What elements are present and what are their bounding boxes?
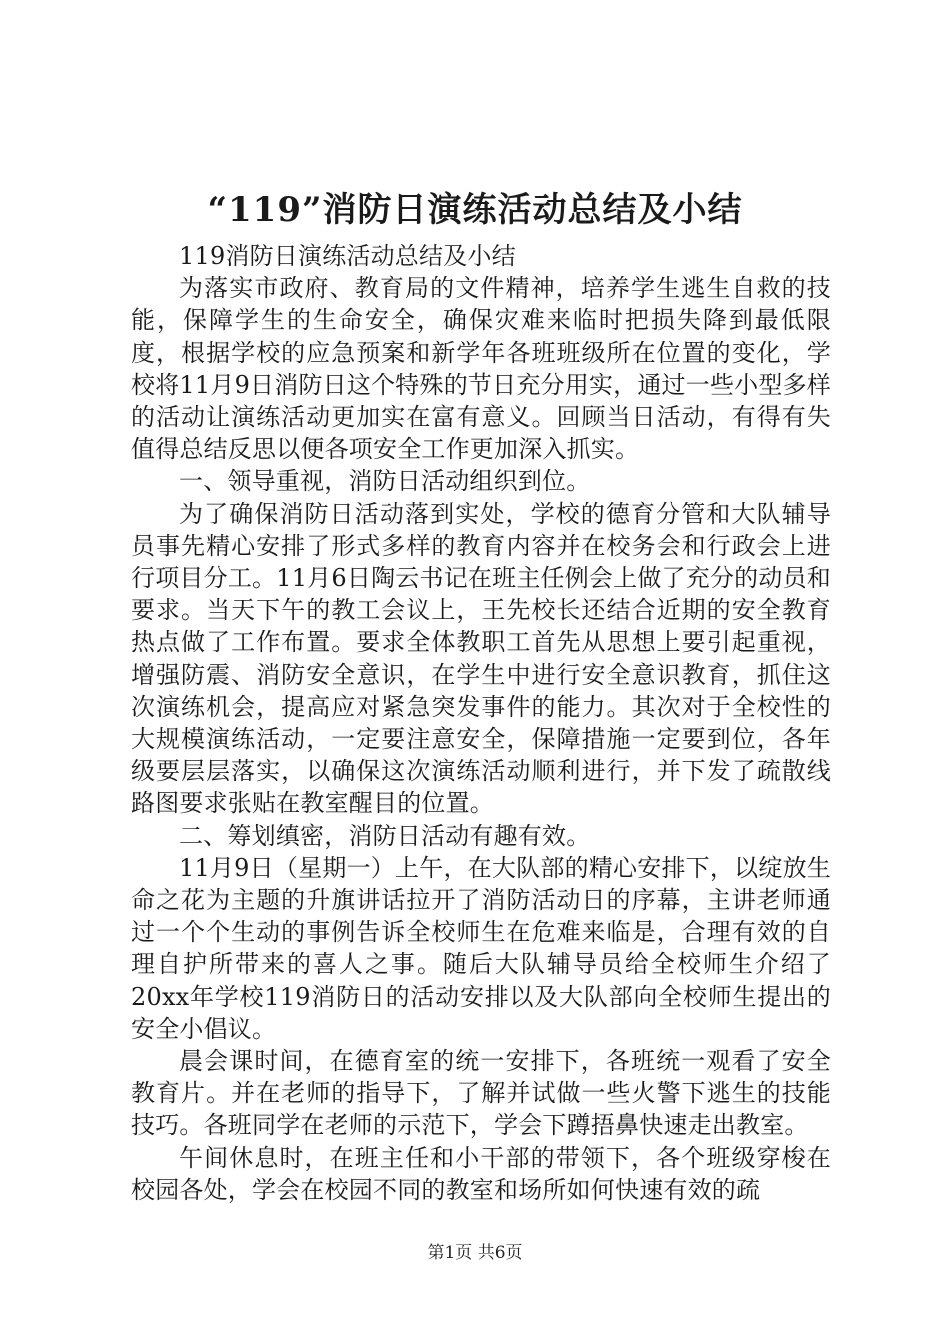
section-heading: 二、筹划缜密，消防日活动有趣有效。 xyxy=(179,821,591,850)
paragraph: 为了确保消防日活动落到实处，学校的德育分管和大队辅导员事先精心安排了形式多样的教育内容并在校务会和行政会上进行项目分工。11月6日陶云书记在班主任例会上做了充分的动员和要求。当天下午的教工会议上，王先校长还结合近期的安全教育热点做了工作布置。要求全体教职工首先从思想上要引起重视，增强防震、消防安全意识，在学生中进行安全意识教育，抓住这次演练机会，提高应对紧急突发事件的能力。其次对于全校性的大规模演练活动，一定要注意安全，保障措施一定要到位，各年级要层层落实，以确保这次演练活动顺利进行，并下发了疏散线路图要求张贴在教室醒目的位置。 xyxy=(131,499,831,818)
paragraph: 119消防日演练活动总结及小结 xyxy=(179,242,516,270)
paragraph: 午间休息时，在班主任和小干部的带领下，各个班级穿梭在校园各处，学会在校园不同的教室和场所如何快速有效的疏 xyxy=(131,1143,831,1204)
paragraph: 晨会课时间，在德育室的统一安排下，各班统一观看了安全教育片。并在老师的指导下，了解并试做一些火警下逃生的技能技巧。各班同学在老师的示范下，学会下蹲捂鼻快速走出教室。 xyxy=(131,1047,831,1140)
document-body xyxy=(131,240,831,1206)
paragraph: 为落实市政府、教育局的文件精神，培养学生逃生自救的技能，保障学生的生命安全，确保灾难来临时把损失降到最低限度，根据学校的应急预案和新学年各班班级所在位置的变化，学校将11月9日消防日这个特殊的节日充分用实，通过一些小型多样的活动让演练活动更加实在富有意义。回顾当日活动，有得有失值得总结反思以便各项安全工作更加深入抓实。 xyxy=(131,274,831,464)
section-heading: 一、领导重视，消防日活动组织到位。 xyxy=(179,467,591,496)
page-number-footer: 第1页 共6页 xyxy=(427,1243,523,1263)
paragraph: 11月9日（星期一）上午，在大队部的精心安排下，以绽放生命之花为主题的升旗讲话拉开了消防活动日的序幕，主讲老师通过一个个生动的事例告诉全校师生在危难来临是，合理有效的自理自护所带来的喜人之事。随后大队辅导员给全校师生介绍了20xx年学校119消防日的活动安排以及大队部向全校师生提出的安全小倡议。 xyxy=(131,853,831,1043)
document-title: “119”消防日演练活动总结及小结 xyxy=(207,190,743,230)
